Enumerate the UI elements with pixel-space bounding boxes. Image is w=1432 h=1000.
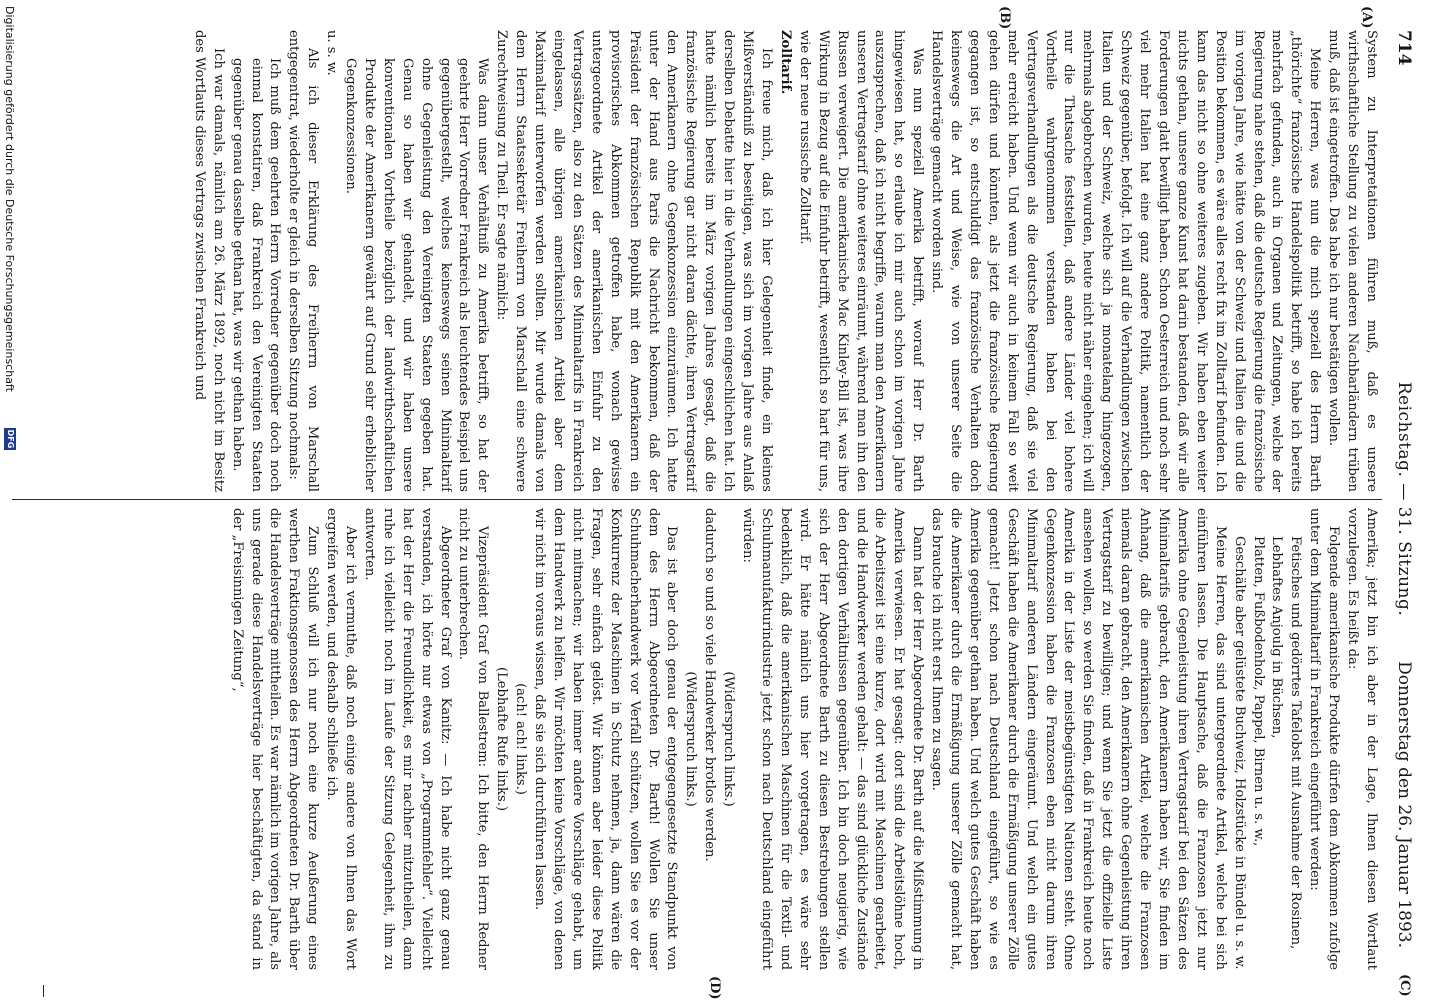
paragraph: Zum Schluß will ich nur noch eine kurze Aeußerung eines werthen Fraktionsgenossen des Herrn Abgeordneten Dr. Barth über die Handelsverträge mittheilen. Es war nämlich im vorigen Jahre, als uns gerade diese Handelsverträge hier beschäftigten, da stand in der „Freisinnigen Zeitung“,: [229, 508, 321, 970]
paragraph: Als ich dieser Erklärung des Freiherrn von Marschall entgegentrat, wiederholte er gleich in derselben Sitzung nochmals:: [286, 30, 321, 492]
paragraph: Was nun speziell Amerika betrifft, worauf Herr Dr. Barth hingewiesen hat, so erlaube ich mir auch schon im vorigen Jahre auszusprechen, daß ich nicht begriffe, warum man den Amerikanern unseren Vertragstarif ohne weiteres einräumt, während man ihn den Russen verweigert. Die amerikanische Mac Kinley-Bill ist, was ihre Wirkung in Bezug auf die Einfuhr betrifft, wesentlich so hart für uns, wie der neue russische Zolltarif.: [796, 30, 926, 492]
left-column: [20, 30, 1380, 492]
dfg-logo: DFG: [6, 429, 15, 449]
page-number: 714: [1394, 30, 1414, 66]
paragraph: System zu Interpretationen führen muß, daß es unsere wirthschaftliche Stellung zu vielen anderen Nachbarländern trüben muß, daß ist eingetroffen. Das habe ich nur bestätigen wollen.: [1326, 30, 1379, 492]
list-item: Fetisches und gedörrtes Tafelobst mit Ausnahme der Rosinen,: [1288, 536, 1304, 950]
list-item: Lebhaftes Anjoulg in Büchsen,: [1269, 536, 1285, 739]
marker-b: (B): [997, 6, 1012, 30]
paragraph: Meine Herren, das sind untergeordnete Artikel, welche bei sich einführen lassen. Die Hauptsache, daß die Franzosen jetzt nur Amerika ohne Gegenleistung ihren Vertragstarif bei den Sätzen des Minimaltarifs gebracht, den Amerikanern haben wir, Sie finden im Anhang, daß die amerikanischen Artikel, welche die Franzosen niemals daran gebracht, den Amerikanern ohne Gegenleistung ihren Vertragstarif zu bewilligen; und wenn Sie jetzt die offizielle Liste ansehen wollen, so werden Sie finden, daß in Frankreich heute noch Amerika in der Liste der meistbegünstigten Nationen steht. Ohne Gegenkonzession haben die Franzosen eben nicht darum ihren Minimaltarif anderen Ländern eingeräumt. Und welch ein gutes Geschäft haben die Amerikaner durch die Ermäßigung unserer Zölle gemacht! Jetzt schon nach Deutschland eingeführt, so wie es Amerika gegenüber gethan haben. Und welch gutes Geschäft haben die Amerikaner durch die Ermäßigung unserer Zölle gemacht hat, das brauche ich nicht erst Ihnen zu sagen.: [929, 508, 1228, 970]
column-divider: [12, 499, 1382, 500]
zolltarif-heading: Zolltarif.: [777, 30, 793, 95]
right-column: [20, 508, 1380, 970]
interjection: (ach! ach! links.): [513, 683, 529, 795]
list-item: Platten, Fußbodenholz, Pappel, Birnen u. s. w.,: [1250, 536, 1266, 847]
page-date: Donnerstag den 26. Januar 1893.: [1394, 661, 1414, 948]
margin-mark: [43, 985, 44, 997]
paragraph: Folgende amerikanische Produkte dürfen dem Abkommen zufolge unter dem Minimaltarif in Frankreich eingeführt werden:: [1307, 508, 1342, 970]
digitization-footer: [0, 0, 18, 1000]
paragraph: Aber ich vermuthe, daß noch einige andere von Ihnen das Wort ergreifen werden, und deshalb schließe ich.: [324, 508, 359, 970]
paragraph: Das ist aber doch genau der entgegengesetzte Standpunkt von dem des Herrn Abgeordneten Dr. Barth! Wollen Sie unser Schuhmacherhandwerk vor Verfall schützen, wollen Sie es vor der Konkurrenz der Maschinen in Schutz nehmen, ja, dann wären die Fragen, sehr einfach gelöst. Wir können aber leider diese Politik nicht mitmachen; wir haben immer andere Vorschläge gehabt, um dem Handwerk zu helfen. Wir möchten keine Vorschläge, von denen wir nicht im voraus wissen, daß sie sich durchführen lassen.: [532, 508, 680, 970]
abbrev-label: u. s. w.: [324, 30, 340, 76]
section-heading: [775, 30, 794, 492]
paragraph: Dann hat der Herr Abgeordnete Dr. Barth auf die Mißstimmung in Amerika verwiesen. Er hat gesagt: dort sind die Arbeitslöhne hoch, die Arbeitszeit ist eine kurze, dort wird mit Maschinen gearbeitet, und die Handwerker werden gehalt: — das sind glückliche Zustände den dortigen Verhältnissen gegenüber. Ich bin doch neugierig, wie sich der Herr Abgeordnete Barth zu diesen Bestrebungen stellen wird. Er hätte nämlich uns hier vorgetragen, es wäre sehr bedenklich, daß die amerikanischen Maschinen für die Textil- und Schuhmanufakturindustrie jetzt schon nach Deutschland eingeführt würden:: [740, 508, 926, 970]
paragraph: Meine Herren, was nun die mich speziell des Herrn Barth „thörichte“ französische Handelspolitik betrifft, so habe ich bereits mehrfach gefunden, auch in Organen und Zeitungen, welche der Regierung nahe stehen, daß die deutsche Regierung die französische im vorigen Jahre, wie hätte von der Schweiz und Italien die und die Position bekommen, es wäre alles recht fix im Zolltarif befunden. Ich kann das nicht so ohne weiteres zugeben. Wir haben eben weiter nichts gethan, unsere ganze Kunst hat darin bestanden, daß wir alle Forderungen glatt bewilligt haben. Schon Oesterreich und noch sehr viel mehr Italien hat eine ganz andere Politik, namentlich der Schweiz gegenüber, befolgt. Ich will auf die Verhandlungen zwischen Italien und der Schweiz, welche sich ja monatelang hingezogen, mehrmals abgebrochen wurden, heute nicht näher eingehen; ich will nur die Thatsache feststellen, daß andere Länder viel hohere Vortheile wahrgenommen verstanden haben bei den Vertragsverhandlungen als die deutsche Regierung, daß sie viel mehr erreicht haben. Und wenn wir auch in keinem Fall so weit gehen dürfen und könnten, als jetzt die französische Regierung gegangen ist, so entschuldigt das französische Verhalten doch keineswegs die Art und Weise, wie von unserer Seite die Handelsverträge gemacht worden sind.: [929, 30, 1323, 492]
interjection: (Lebhafte Rufe links.): [494, 667, 510, 811]
paragraph: Vizepräsident Graf von Ballestrem: Ich bitte, den Herrn Redner nicht zu unterbrechen.: [456, 508, 491, 970]
interjection: (Widerspruch links.): [683, 671, 699, 807]
quote: Ich muß dem geehrten Herrn Vorredner gegenüber doch noch einmal konstatiren, daß Frankreich den Vereinigten Staaten gegenüber genau dasselbe gethan hat, was wir gethan haben.: [229, 58, 283, 492]
interjection: (Widerspruch links.): [721, 671, 737, 807]
footer-text: Digitalisierung gefördert durch die Deutsche Forschungsgemeinschaft: [3, 6, 16, 392]
page-header: [1386, 20, 1416, 978]
list-item: Geschälte aber gelüstete Buchweiz, Holzstücke in Bündel u. s. w.: [1231, 536, 1247, 970]
marker-d: (D): [707, 976, 722, 1000]
paragraph: dadurch so und so viele Handwerker brotlos werden.: [702, 508, 718, 862]
marker-c: (C): [1397, 974, 1412, 997]
paragraph: Abgeordneter Graf von Kanitz: — Ich habe nicht ganz genau verstanden, ich hörte nur etwas von „Programmfehler“. Vielleicht hat der Herr die Freundlichkeit, es mir nachher mitzutheilen, dann ruhe ich vielleicht noch im Laufe der Sitzung Gelegenheit, ihm zu antworten.: [361, 508, 453, 970]
paragraph: Amerika; jetzt bin ich aber in der Lage, Ihnen diesen Wortlaut vorzulegen. Es heißt da:: [1345, 508, 1379, 970]
marker-a: (A): [1359, 6, 1374, 29]
page-title: Reichstag. — 31. Sitzung.: [1394, 381, 1414, 617]
paragraph: Ich freue mich, daß ich hier Gelegenheit finde, ein kleines Mißverständniß zu beseitigen, was sich im vorigen Jahre aus Anlaß derselben Debatte hier in die Verhandlungen eingeschlichen hat. Ich hatte nämlich bereits im März vorigen Jahres gesagt, daß die französische Regierung gar nicht daran dächte, ihren Vertragstarif den Amerikanern ohne Gegenkonzession einzuräumen. Ich hatte unter der Hand aus Paris die Nachricht bekommen, daß der Präsident der französischen Republik mit den Amerikanern ein provisorisches Abkommen getroffen habe, wonach gewisse untergeordnete Artikel der amerikanischen Einfuhr zu den Vertragssätzen, also zu den Sätzen des Minimaltarifs in Frankreich eingelassen, alle übrigen amerikanischen Artikel aber dem Maximaltarif unterworfen werden sollten. Mir wurde damals von dem Herrn Staatssekretär Freiherrn von Marschall eine schwere Zurechtweisung zu Theil. Er sagte nämlich:: [494, 30, 774, 492]
quote: Was dann unser Verhältniß zu Amerika betrifft, so hat der geehrte Herr Vorredner Frankreich als leuchtendes Beispiel uns gegenübergestellt, welches keineswegs seinen Minimaltarif ohne Gegenleistung den Vereinigten Staaten gegeben hat. Genau so haben wir gehandelt, und wir haben unsere konventionalen Vortheile bezüglich der landwirthschaftlichen Produkte der Amerikanern gewährt auf Grund sehr erheblicher Gegenkonzessionen.: [343, 58, 491, 492]
paragraph: Ich war damals, nämlich am 26. März 1892, noch nicht im Besitz des Wortlauts dieses Vertrags zwischen Frankreich und: [191, 30, 226, 492]
